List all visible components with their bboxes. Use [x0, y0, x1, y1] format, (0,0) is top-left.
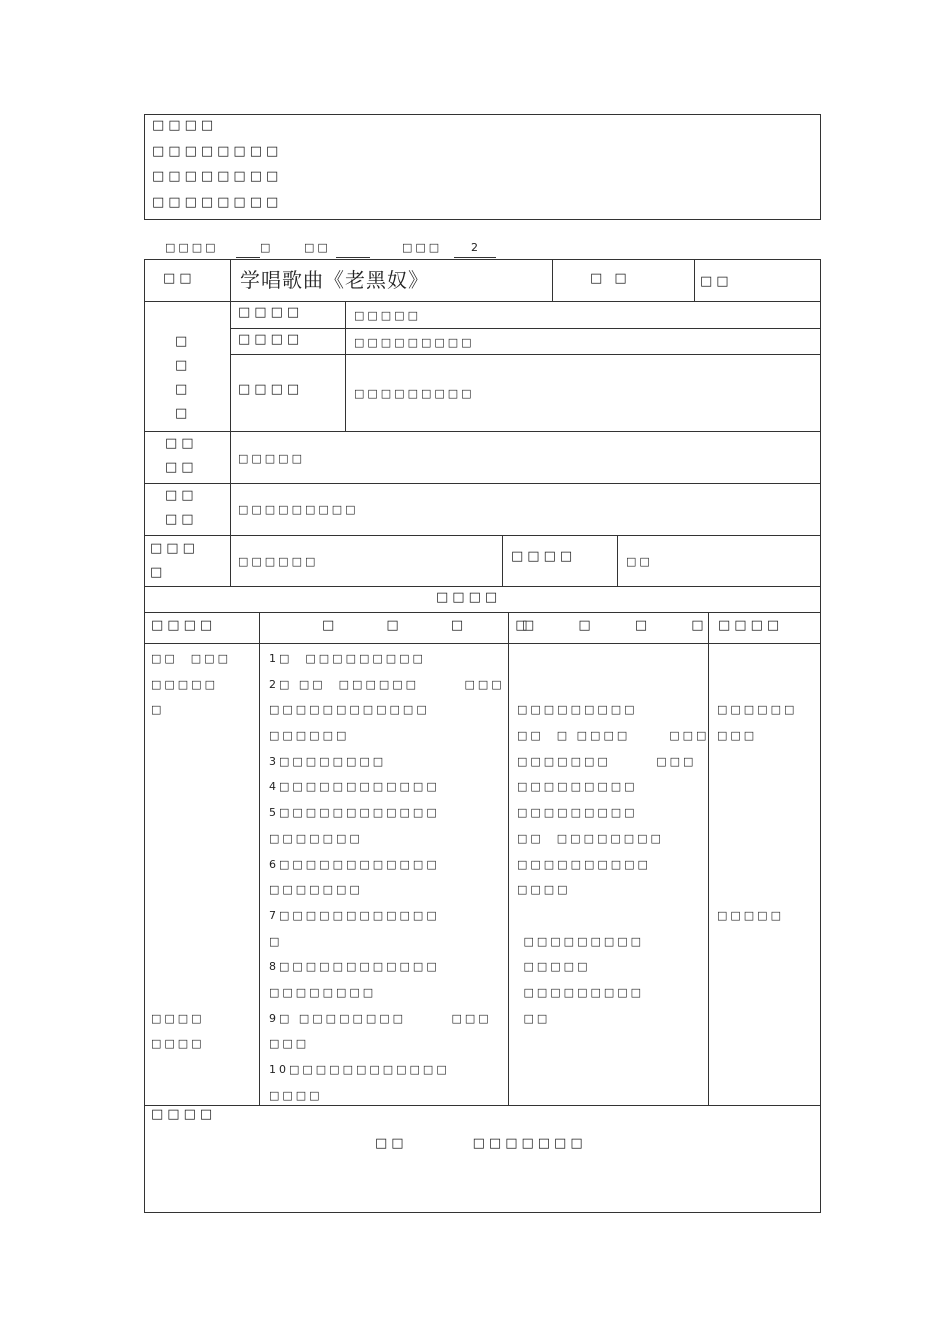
- teacher-line: □□□□□□□: [269, 883, 363, 897]
- top-box-line: □□□□□□□□: [152, 143, 283, 159]
- key-point-label-line: □□: [165, 436, 198, 451]
- stage-line: [151, 908, 231, 934]
- topic-label: □□: [163, 271, 196, 286]
- topic-title: 学唱歌曲《老黑奴》: [240, 268, 429, 292]
- top-box-lines: [152, 118, 282, 221]
- reflection-content: □□ □□□□□□□: [375, 1136, 587, 1151]
- key-point-label-line: □□: [165, 460, 198, 475]
- student-line: [517, 908, 709, 934]
- meta-label-3: □□: [304, 241, 331, 254]
- teacher-line: 3□□□□□□□□: [269, 754, 387, 768]
- col-line: [502, 535, 503, 586]
- intent-line: [717, 677, 797, 703]
- meta-label-1: □□□□: [165, 241, 219, 254]
- objective-value: □□□□□: [354, 309, 421, 322]
- prep-label-line: □□□: [150, 541, 199, 556]
- prep-value: □□□□□□: [238, 555, 319, 568]
- lesson-number: 2: [471, 241, 481, 254]
- difficulty-label: [165, 484, 198, 532]
- stage-line: □: [151, 703, 165, 717]
- student-line: [517, 651, 709, 677]
- intent-line: [717, 651, 797, 677]
- student-line: □□□□□: [517, 960, 591, 974]
- col-line: [230, 259, 231, 586]
- student-line: □□□□□□□□□: [517, 703, 638, 717]
- top-box-line: □□□□□□□□: [152, 169, 283, 185]
- teacher-line: □□□□□□□□: [269, 985, 377, 999]
- intent-line: □□□: [717, 729, 758, 743]
- meta-label-4: □□□: [402, 241, 443, 254]
- type-label: □ □: [590, 271, 631, 286]
- stage-line: □□□□: [151, 1011, 205, 1025]
- student-line: □□ □□□□□□□□: [517, 831, 664, 845]
- teacher-line: 1□ □□□□□□□□□: [269, 652, 426, 665]
- stage-line: [151, 985, 231, 1011]
- teacher-line: 10□□□□□□□□□□□□: [269, 1063, 450, 1076]
- student-line: □□□□□□□□□: [517, 985, 645, 999]
- type-value: □□: [700, 274, 733, 289]
- student-line: □□□□□□□□□: [517, 806, 638, 820]
- stage-line: □□□□: [151, 1037, 205, 1051]
- row-line: [144, 535, 821, 536]
- method-label: □□□□: [511, 549, 577, 564]
- intent-line: □□□□□: [717, 908, 784, 922]
- stage-line: □□□□□: [151, 677, 218, 691]
- student-line: □□□□□□□□□: [517, 934, 645, 948]
- meta-blank-2: [336, 257, 370, 258]
- objective-label: □□□□: [238, 305, 304, 320]
- header-teacher: □ □ □ □: [322, 618, 552, 633]
- stage-line: [151, 857, 231, 883]
- stage-line: [151, 882, 231, 908]
- stage-line: [151, 779, 231, 805]
- teacher-line: 7□□□□□□□□□□□□: [269, 908, 440, 922]
- teacher-line: 4□□□□□□□□□□□□: [269, 780, 440, 794]
- stage-line: [151, 934, 231, 960]
- teacher-line: 2□ □□ □□□□□□ □□□: [269, 677, 505, 691]
- intent-line: [717, 882, 797, 908]
- col-line: [259, 612, 260, 1105]
- row-line: [230, 328, 821, 329]
- reflection-label: □□□□: [151, 1107, 217, 1122]
- teacher-line: 5□□□□□□□□□□□□: [269, 806, 440, 820]
- stage-line: [151, 728, 231, 754]
- method-value: □□: [626, 555, 653, 568]
- col-line: [508, 612, 509, 1105]
- row-line: [144, 586, 821, 587]
- col-line: [694, 259, 695, 301]
- objectives-side-char: □: [175, 382, 192, 397]
- header-student: □ □ □ □: [522, 618, 724, 633]
- teacher-line: □□□□□□□: [269, 831, 363, 845]
- intent-line: [717, 805, 797, 831]
- teacher-line: □□□: [269, 1037, 310, 1051]
- header-intent: □□□□: [718, 618, 784, 633]
- prep-label: [150, 537, 199, 585]
- student-line: □□□□□□□□□□: [517, 857, 651, 871]
- stage-line: [151, 805, 231, 831]
- student-line: □□□□□□□ □□□: [517, 754, 697, 768]
- teacher-line: □□□□: [269, 1088, 323, 1102]
- objective-label: □□□□: [238, 332, 304, 347]
- meta-blank-1: [236, 257, 260, 258]
- objectives-side-char: □: [175, 358, 192, 373]
- stage-column: [151, 651, 231, 1062]
- row-line: [144, 431, 821, 432]
- col-line: [345, 301, 346, 431]
- meta-blank-3: [454, 257, 496, 258]
- student-column: [517, 651, 709, 1036]
- stage-line: [151, 831, 231, 857]
- intent-line: [717, 754, 797, 780]
- col-line: [617, 535, 618, 586]
- teacher-line: □: [269, 934, 283, 948]
- teacher-line: 9□ □□□□□□□□ □□□: [269, 1011, 492, 1025]
- stage-line: [151, 754, 231, 780]
- student-line: □□□□: [517, 883, 571, 897]
- intent-column: [717, 651, 797, 934]
- objectives-side-char: □: [175, 406, 192, 421]
- difficulty-label-line: □□: [165, 512, 198, 527]
- col-line: [552, 259, 553, 301]
- objectives-side-label: [175, 330, 191, 426]
- student-line: □□□□□□□□□: [517, 780, 638, 794]
- intent-line: [717, 831, 797, 857]
- difficulty-label-line: □□: [165, 488, 198, 503]
- stage-line: □□ □□□: [151, 652, 231, 665]
- student-line: [517, 677, 709, 703]
- top-box-line: □□□□: [152, 118, 218, 133]
- objective-value: □□□□□□□□□: [354, 336, 475, 349]
- top-box: [144, 114, 821, 220]
- difficulty-value: □□□□□□□□□: [238, 503, 359, 516]
- intent-line: [717, 857, 797, 883]
- row-line: [144, 612, 821, 613]
- student-line: □□: [517, 1011, 551, 1025]
- header-stage: □□□□: [151, 618, 217, 633]
- student-line: □□ □ □□□□ □□□: [517, 729, 710, 743]
- row-line: [230, 354, 821, 355]
- top-box-line: □□□□□□□□: [152, 195, 283, 211]
- objective-value: □□□□□□□□□: [354, 387, 475, 400]
- teacher-line: □□□□□□□□□□□□: [269, 703, 430, 717]
- stage-line: [151, 959, 231, 985]
- teacher-line: 6□□□□□□□□□□□□: [269, 857, 440, 871]
- teacher-line: 8□□□□□□□□□□□□: [269, 960, 440, 974]
- key-point-value: □□□□□: [238, 452, 305, 465]
- intent-line: [717, 779, 797, 805]
- teacher-line: □□□□□□: [269, 729, 350, 743]
- process-title: □□□□: [436, 590, 502, 605]
- objective-label: □□□□: [238, 382, 304, 397]
- prep-label-line: □: [150, 565, 167, 580]
- row-line: [144, 643, 821, 644]
- intent-line: □□□□□□: [717, 703, 798, 717]
- teacher-column: [269, 651, 505, 1113]
- row-line: [144, 301, 821, 302]
- meta-label-2: □: [260, 241, 274, 254]
- objectives-side-char: □: [175, 334, 192, 349]
- key-point-label: [165, 432, 198, 480]
- row-line: [144, 483, 821, 484]
